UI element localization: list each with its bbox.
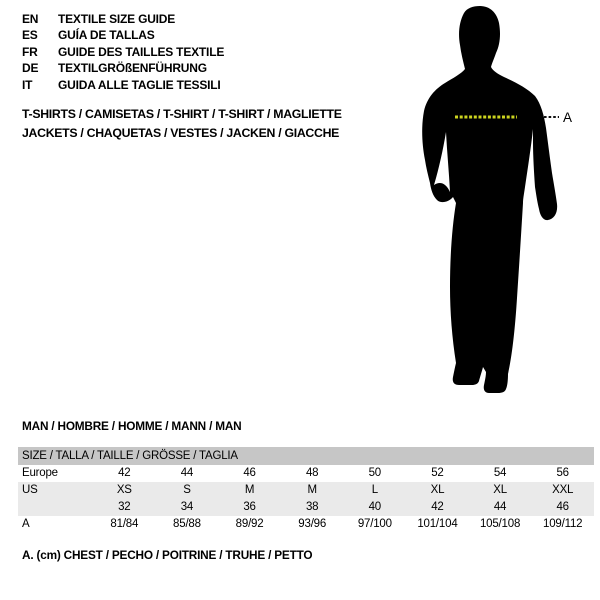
size-table-header: SIZE / TALLA / TAILLE / GRÖSSE / TAGLIA	[18, 447, 594, 465]
language-label: TEXTILE SIZE GUIDE	[58, 12, 176, 26]
language-code: IT	[22, 77, 33, 92]
table-row-europe	[18, 465, 594, 482]
size-cell: 36	[243, 501, 256, 513]
size-cell: 46	[556, 501, 569, 513]
language-label: GUIDE DES TAILLES TEXTILE	[58, 44, 225, 59]
size-cell: 50	[368, 467, 382, 479]
size-cell: 52	[431, 467, 444, 479]
language-row-es	[22, 27, 224, 43]
garment-categories	[22, 105, 342, 143]
language-row-en	[22, 11, 224, 27]
measurement-footnote: A. (cm) CHEST / PECHO / POITRINE / TRUHE / PETTO	[22, 548, 313, 562]
language-code: EN	[22, 12, 39, 26]
man-silhouette	[405, 0, 600, 400]
size-cell: 89/92	[235, 518, 264, 530]
size-cell: 38	[305, 501, 319, 513]
size-cell: XL	[493, 484, 507, 496]
size-cell: 42	[431, 501, 444, 513]
row-label: A	[22, 518, 30, 530]
language-label: GUIDA ALLE TAGLIE TESSILI	[58, 77, 221, 92]
section-title-man: MAN / HOMBRE / HOMME / MANN / MAN	[22, 419, 242, 433]
row-label: Europe	[22, 467, 58, 479]
size-cell: 34	[180, 501, 194, 513]
size-cell: XXL	[552, 484, 574, 496]
size-cell: 54	[493, 467, 507, 479]
size-cell: L	[371, 484, 378, 496]
man-silhouette-body	[422, 6, 557, 393]
size-cell: 109/112	[543, 518, 583, 530]
language-label: TEXTILGRÖßENFÜHRUNG	[58, 61, 207, 76]
size-cell: M	[244, 484, 255, 496]
language-row-it	[22, 77, 224, 93]
language-code: ES	[22, 28, 38, 43]
size-table	[18, 447, 594, 533]
row-label	[18, 499, 93, 516]
size-cell: 44	[180, 467, 194, 479]
table-row-us	[18, 482, 594, 499]
size-cell: 56	[556, 467, 569, 479]
table-row-uk	[18, 499, 594, 516]
category-tshirts: T-SHIRTS / CAMISETAS / T-SHIRT / T-SHIRT / MAGLIETTE	[22, 107, 342, 121]
size-cell: XS	[116, 484, 132, 496]
language-label: GUÍA DE TALLAS	[58, 28, 155, 43]
size-cell: 44	[493, 501, 507, 513]
row-label: US	[22, 484, 38, 496]
table-row-chest-a	[18, 516, 594, 533]
size-cell: 40	[368, 501, 382, 513]
language-list	[22, 11, 224, 93]
size-cell: S	[183, 484, 191, 496]
language-code: DE	[22, 61, 39, 76]
size-cell: 46	[243, 467, 256, 479]
size-cell: 93/96	[298, 518, 327, 530]
size-cell: M	[307, 484, 317, 496]
size-cell: XL	[430, 484, 445, 496]
size-cell: 48	[305, 467, 319, 479]
size-cell: 101/104	[417, 518, 458, 530]
language-code: FR	[22, 44, 38, 59]
measure-label-a: A	[563, 110, 573, 125]
size-cell: 42	[118, 467, 131, 479]
size-cell: 85/88	[173, 518, 201, 530]
category-jackets: JACKETS / CHAQUETAS / VESTES / JACKEN / GIACCHE	[22, 126, 340, 140]
language-row-de	[22, 60, 224, 76]
size-cell: 81/84	[110, 518, 139, 530]
size-cell: 32	[118, 501, 131, 513]
size-cell: 105/108	[479, 518, 521, 530]
language-row-fr	[22, 44, 224, 60]
size-cell: 97/100	[357, 518, 392, 530]
